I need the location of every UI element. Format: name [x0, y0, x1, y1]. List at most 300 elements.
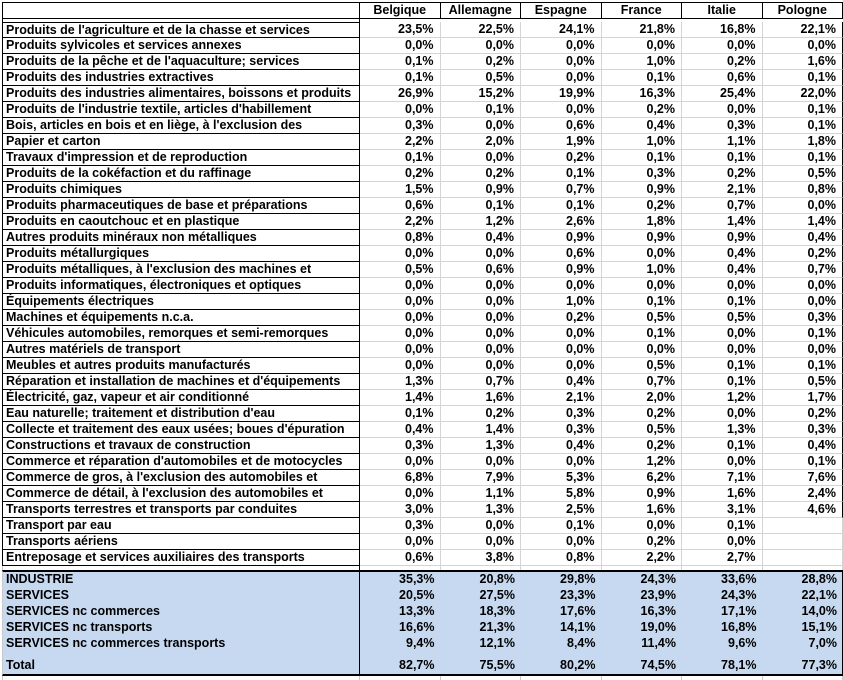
value-cell-italie[interactable]: 0,0% — [682, 38, 763, 54]
summary-value-cell-italie[interactable]: 24,3% — [721, 588, 757, 602]
total-value-cell-allemagne[interactable]: 75,5% — [479, 658, 515, 672]
table-row — [2, 486, 843, 502]
value-cell-espagne[interactable]: 0,0% — [521, 534, 602, 550]
value-cell-belgique[interactable]: 0,0% — [360, 246, 441, 262]
value-cell-italie[interactable]: 0,4% — [682, 246, 763, 262]
value-cell-france[interactable]: 0,2% — [602, 406, 683, 422]
row-label-cell[interactable]: Produits sylvicoles et services annexes — [2, 38, 360, 54]
value-cell-france[interactable]: 0,0% — [602, 38, 683, 54]
value-cell-belgique[interactable]: 0,0% — [360, 486, 441, 502]
value-cell-belgique[interactable]: 0,3% — [360, 518, 441, 534]
value-cell-pologne[interactable]: 22,0% — [763, 86, 843, 102]
value-cell-pologne[interactable]: 1,4% — [763, 214, 843, 230]
value-cell-belgique[interactable]: 0,1% — [360, 70, 441, 86]
summary-value-cell-allemagne[interactable]: 21,3% — [479, 620, 515, 634]
value-cell-pologne[interactable]: 0,0% — [763, 342, 843, 358]
value-cell-france[interactable]: 0,9% — [602, 486, 683, 502]
value-cell-espagne[interactable]: 19,9% — [521, 86, 602, 102]
value-cell-italie[interactable]: 0,0% — [682, 342, 763, 358]
value-cell-italie[interactable]: 0,1% — [682, 438, 763, 454]
summary-row — [3, 620, 842, 636]
value-cell-espagne[interactable]: 0,6% — [521, 118, 602, 134]
value-cell-italie[interactable]: 25,4% — [682, 86, 763, 102]
summary-value-cell-espagne[interactable]: 8,4% — [567, 636, 596, 650]
value-cell-pologne[interactable]: 22,1% — [763, 22, 843, 38]
value-cell-italie[interactable]: 16,8% — [682, 22, 763, 38]
value-cell-espagne[interactable]: 2,5% — [521, 502, 602, 518]
summary-value-cell-pologne[interactable]: 7,0% — [808, 636, 837, 650]
total-label-cell[interactable]: Total — [3, 658, 360, 674]
value-cell-pologne[interactable]: 0,3% — [763, 310, 843, 326]
row-label-cell[interactable]: Électricité, gaz, vapeur et air conditionné — [2, 390, 360, 406]
value-cell-allemagne[interactable]: 0,6% — [441, 262, 522, 278]
row-label-cell[interactable]: Meubles et autres produits manufacturés — [2, 358, 360, 374]
row-label-cell[interactable]: Produits des industries extractives — [2, 70, 360, 86]
summary-value-cell-belgique[interactable]: 13,3% — [399, 604, 435, 618]
value-cell-belgique[interactable]: 0,1% — [360, 406, 441, 422]
value-cell-italie[interactable]: 0,2% — [682, 54, 763, 70]
value-cell-allemagne[interactable]: 0,0% — [441, 358, 522, 374]
value-cell-pologne[interactable]: 0,1% — [763, 70, 843, 86]
value-cell-espagne[interactable]: 0,0% — [521, 342, 602, 358]
summary-label-cell[interactable]: INDUSTRIE — [3, 572, 360, 588]
value-cell-pologne[interactable] — [763, 518, 843, 534]
value-cell-espagne[interactable]: 0,0% — [521, 326, 602, 342]
corner-cell[interactable] — [2, 2, 360, 19]
value-cell-italie[interactable]: 2,1% — [682, 182, 763, 198]
value-cell-pologne[interactable]: 1,7% — [763, 390, 843, 406]
row-label-cell[interactable]: Produits métalliques, à l'exclusion des machines et — [2, 262, 360, 278]
value-cell-pologne[interactable] — [763, 550, 843, 566]
value-cell-france[interactable]: 2,0% — [602, 390, 683, 406]
summary-value-cell-espagne[interactable]: 23,3% — [560, 588, 596, 602]
value-cell-italie[interactable]: 0,0% — [682, 534, 763, 550]
table-row — [2, 518, 843, 534]
total-value-cell-belgique[interactable]: 82,7% — [399, 658, 435, 672]
row-label-cell[interactable]: Bois, articles en bois et en liège, à l'exclusion des — [2, 118, 360, 134]
table-row — [2, 230, 843, 246]
summary-label-cell[interactable]: SERVICES nc commerces transports — [3, 636, 360, 652]
value-cell-france[interactable]: 1,0% — [602, 134, 683, 150]
summary-value-cell-belgique[interactable]: 9,4% — [406, 636, 435, 650]
row-label-cell[interactable]: Produits de la cokéfaction et du raffinage — [2, 166, 360, 182]
value-cell-italie[interactable]: 1,6% — [682, 486, 763, 502]
total-value-cell-italie[interactable]: 78,1% — [721, 658, 757, 672]
value-cell-pologne[interactable]: 0,0% — [763, 294, 843, 310]
country-header-cell[interactable]: Espagne — [521, 2, 602, 19]
value-cell-france[interactable]: 0,0% — [602, 518, 683, 534]
row-label-cell[interactable]: Autres matériels de transport — [2, 342, 360, 358]
row-label-cell[interactable]: Produits des industries alimentaires, boissons et produits — [2, 86, 360, 102]
value-cell-allemagne[interactable]: 0,0% — [441, 118, 522, 134]
value-cell-pologne[interactable]: 0,4% — [763, 230, 843, 246]
value-cell-allemagne[interactable]: 7,9% — [441, 470, 522, 486]
value-cell-pologne[interactable]: 0,1% — [763, 326, 843, 342]
value-cell-espagne[interactable]: 2,1% — [521, 390, 602, 406]
summary-value-cell-allemagne[interactable]: 18,3% — [479, 604, 515, 618]
table-row — [2, 22, 843, 38]
table-row — [2, 294, 843, 310]
summary-value-cell-france[interactable]: 11,4% — [641, 636, 676, 650]
value-cell-france[interactable]: 0,0% — [602, 246, 683, 262]
value-cell-espagne[interactable]: 0,3% — [521, 422, 602, 438]
summary-value-cell-belgique[interactable]: 16,6% — [399, 620, 435, 634]
value-cell-belgique[interactable]: 0,3% — [360, 118, 441, 134]
country-header-cell[interactable]: Italie — [682, 2, 763, 19]
value-cell-france[interactable]: 0,7% — [602, 374, 683, 390]
value-cell-belgique[interactable]: 0,3% — [360, 438, 441, 454]
value-cell-italie[interactable]: 0,1% — [682, 374, 763, 390]
value-cell-belgique[interactable]: 6,8% — [360, 470, 441, 486]
value-cell-belgique[interactable]: 0,0% — [360, 38, 441, 54]
value-cell-france[interactable]: 0,9% — [602, 230, 683, 246]
value-cell-france[interactable]: 0,0% — [602, 342, 683, 358]
row-label-cell[interactable]: Constructions et travaux de construction — [2, 438, 360, 454]
value-cell-espagne[interactable]: 0,0% — [521, 70, 602, 86]
row-label-cell[interactable]: Produits pharmaceutiques de base et préparations — [2, 198, 360, 214]
value-cell-belgique[interactable]: 26,9% — [360, 86, 441, 102]
summary-value-cell-pologne[interactable]: 15,1% — [801, 620, 837, 634]
country-header-cell[interactable]: Allemagne — [441, 2, 522, 19]
total-value-cell-espagne[interactable]: 80,2% — [560, 658, 596, 672]
value-cell-espagne[interactable]: 24,1% — [521, 22, 602, 38]
summary-value-cell-belgique[interactable]: 35,3% — [399, 572, 435, 586]
row-label-cell[interactable]: Réparation et installation de machines et d'équipements — [2, 374, 360, 390]
value-cell-italie[interactable]: 0,2% — [682, 166, 763, 182]
value-cell-italie[interactable]: 1,3% — [682, 422, 763, 438]
value-cell-espagne[interactable]: 0,4% — [521, 438, 602, 454]
value-cell-pologne[interactable]: 0,8% — [763, 182, 843, 198]
table-row — [2, 182, 843, 198]
value-cell-belgique[interactable]: 1,3% — [360, 374, 441, 390]
summary-value-cell-france[interactable]: 24,3% — [640, 572, 676, 586]
value-cell-pologne[interactable]: 2,4% — [763, 486, 843, 502]
row-label-cell[interactable]: Autres produits minéraux non métalliques — [2, 230, 360, 246]
value-cell-espagne[interactable]: 2,6% — [521, 214, 602, 230]
value-cell-allemagne[interactable]: 3,8% — [441, 550, 522, 566]
value-cell-espagne[interactable]: 0,6% — [521, 246, 602, 262]
country-header-cell[interactable]: Belgique — [360, 2, 441, 19]
value-cell-italie[interactable]: 2,7% — [682, 550, 763, 566]
row-label-cell[interactable]: Commerce et réparation d'automobiles et de motocycles — [2, 454, 360, 470]
value-cell-france[interactable]: 0,2% — [602, 534, 683, 550]
total-value-cell-pologne[interactable]: 77,3% — [801, 658, 837, 672]
value-cell-italie[interactable]: 0,1% — [682, 150, 763, 166]
value-cell-espagne[interactable]: 0,2% — [521, 310, 602, 326]
value-cell-allemagne[interactable]: 0,2% — [441, 406, 522, 422]
value-cell-belgique[interactable]: 0,2% — [360, 166, 441, 182]
value-cell-pologne[interactable]: 0,1% — [763, 358, 843, 374]
value-cell-france[interactable]: 0,4% — [602, 118, 683, 134]
value-cell-espagne[interactable]: 0,0% — [521, 102, 602, 118]
value-cell-belgique[interactable]: 0,0% — [360, 102, 441, 118]
value-cell-france[interactable]: 0,0% — [602, 278, 683, 294]
value-cell-espagne[interactable]: 0,9% — [521, 230, 602, 246]
value-cell-espagne[interactable]: 0,4% — [521, 374, 602, 390]
value-cell-france[interactable]: 0,9% — [602, 182, 683, 198]
value-cell-italie[interactable]: 3,1% — [682, 502, 763, 518]
value-cell-italie[interactable]: 1,4% — [682, 214, 763, 230]
value-cell-italie[interactable]: 0,0% — [682, 102, 763, 118]
data-rows — [2, 22, 843, 566]
value-cell-espagne[interactable]: 0,9% — [521, 262, 602, 278]
summary-value-cell-italie[interactable]: 33,6% — [721, 572, 757, 586]
summary-value-cell-espagne[interactable]: 29,8% — [560, 572, 596, 586]
summary-value-cell-espagne[interactable]: 14,1% — [560, 620, 596, 634]
summary-value-cell-france[interactable]: 16,3% — [640, 604, 676, 618]
row-label-cell[interactable]: Commerce de détail, à l'exclusion des automobiles et — [2, 486, 360, 502]
value-cell-france[interactable]: 0,1% — [602, 150, 683, 166]
value-cell-espagne[interactable]: 0,1% — [521, 166, 602, 182]
summary-label-cell[interactable]: SERVICES — [3, 588, 360, 604]
row-label-cell[interactable]: Papier et carton — [2, 134, 360, 150]
value-cell-italie[interactable]: 0,0% — [682, 406, 763, 422]
value-cell-belgique[interactable]: 0,0% — [360, 326, 441, 342]
value-cell-allemagne[interactable]: 0,0% — [441, 294, 522, 310]
value-cell-espagne[interactable]: 0,0% — [521, 38, 602, 54]
value-cell-france[interactable]: 0,2% — [602, 198, 683, 214]
value-cell-belgique[interactable]: 0,6% — [360, 550, 441, 566]
value-cell-france[interactable]: 1,0% — [602, 262, 683, 278]
value-cell-pologne[interactable]: 0,1% — [763, 102, 843, 118]
value-cell-pologne[interactable]: 0,0% — [763, 38, 843, 54]
value-cell-france[interactable]: 0,2% — [602, 102, 683, 118]
row-label-cell[interactable]: Eau naturelle; traitement et distribution d'eau — [2, 406, 360, 422]
value-cell-italie[interactable]: 0,0% — [682, 278, 763, 294]
value-cell-france[interactable]: 0,3% — [602, 166, 683, 182]
summary-value-cell-pologne[interactable]: 14,0% — [801, 604, 837, 618]
value-cell-belgique[interactable]: 0,1% — [360, 150, 441, 166]
value-cell-allemagne[interactable]: 0,0% — [441, 38, 522, 54]
table-row — [2, 406, 843, 422]
value-cell-allemagne[interactable]: 0,0% — [441, 342, 522, 358]
value-cell-france[interactable]: 1,2% — [602, 454, 683, 470]
summary-value-cell-italie[interactable]: 9,6% — [728, 636, 757, 650]
value-cell-france[interactable]: 21,8% — [602, 22, 683, 38]
row-label-cell[interactable]: Transports terrestres et transports par conduites — [2, 502, 360, 518]
value-cell-pologne[interactable]: 0,4% — [763, 438, 843, 454]
table-row — [2, 310, 843, 326]
summary-value-cell-espagne[interactable]: 17,6% — [560, 604, 596, 618]
value-cell-allemagne[interactable]: 0,0% — [441, 278, 522, 294]
value-cell-france[interactable]: 1,8% — [602, 214, 683, 230]
value-cell-allemagne[interactable]: 2,0% — [441, 134, 522, 150]
row-label-cell[interactable]: Transport par eau — [2, 518, 360, 534]
value-cell-allemagne[interactable]: 0,4% — [441, 230, 522, 246]
value-cell-belgique[interactable]: 0,5% — [360, 262, 441, 278]
value-cell-belgique[interactable]: 0,8% — [360, 230, 441, 246]
value-cell-belgique[interactable]: 0,0% — [360, 454, 441, 470]
value-cell-espagne[interactable]: 0,0% — [521, 278, 602, 294]
value-cell-pologne[interactable]: 1,8% — [763, 134, 843, 150]
summary-value-cell-italie[interactable]: 17,1% — [721, 604, 757, 618]
value-cell-belgique[interactable]: 0,0% — [360, 342, 441, 358]
value-cell-allemagne[interactable]: 0,1% — [441, 102, 522, 118]
row-label-cell[interactable]: Produits de l'industrie textile, articles d'habillement — [2, 102, 360, 118]
value-cell-allemagne[interactable]: 0,0% — [441, 150, 522, 166]
row-label-cell[interactable]: Véhicules automobiles, remorques et semi-remorques — [2, 326, 360, 342]
value-cell-allemagne[interactable]: 0,2% — [441, 166, 522, 182]
value-cell-france[interactable]: 6,2% — [602, 470, 683, 486]
row-label-cell[interactable]: Produits de l'agriculture et de la chasse et services — [2, 22, 360, 38]
value-cell-espagne[interactable]: 0,0% — [521, 454, 602, 470]
value-cell-allemagne[interactable]: 0,0% — [441, 310, 522, 326]
summary-value-cell-belgique[interactable]: 20,5% — [399, 588, 435, 602]
summary-value-cell-allemagne[interactable]: 27,5% — [479, 588, 515, 602]
value-cell-allemagne[interactable]: 0,0% — [441, 454, 522, 470]
value-cell-pologne[interactable]: 0,0% — [763, 278, 843, 294]
value-cell-belgique[interactable]: 0,0% — [360, 358, 441, 374]
value-cell-espagne[interactable]: 0,2% — [521, 150, 602, 166]
value-cell-france[interactable]: 0,1% — [602, 70, 683, 86]
value-cell-france[interactable]: 0,5% — [602, 358, 683, 374]
value-cell-allemagne[interactable]: 0,0% — [441, 534, 522, 550]
value-cell-allemagne[interactable]: 1,3% — [441, 502, 522, 518]
value-cell-pologne[interactable]: 4,6% — [763, 502, 843, 518]
summary-value-cell-pologne[interactable]: 28,8% — [801, 572, 837, 586]
value-cell-italie[interactable]: 1,1% — [682, 134, 763, 150]
value-cell-belgique[interactable]: 0,6% — [360, 198, 441, 214]
value-cell-france[interactable]: 0,5% — [602, 422, 683, 438]
value-cell-espagne[interactable]: 0,7% — [521, 182, 602, 198]
value-cell-allemagne[interactable]: 0,0% — [441, 326, 522, 342]
value-cell-pologne[interactable]: 0,5% — [763, 166, 843, 182]
row-label-cell[interactable]: Produits informatiques, électroniques et optiques — [2, 278, 360, 294]
summary-value-cell-allemagne[interactable]: 20,8% — [479, 572, 515, 586]
value-cell-allemagne[interactable]: 1,6% — [441, 390, 522, 406]
country-header-cell[interactable]: France — [602, 2, 683, 19]
summary-value-cell-pologne[interactable]: 22,1% — [801, 588, 837, 602]
row-label-cell[interactable]: Produits chimiques — [2, 182, 360, 198]
value-cell-france[interactable]: 2,2% — [602, 550, 683, 566]
value-cell-pologne[interactable]: 0,2% — [763, 406, 843, 422]
value-cell-espagne[interactable]: 1,0% — [521, 294, 602, 310]
value-cell-belgique[interactable]: 0,0% — [360, 294, 441, 310]
value-cell-allemagne[interactable]: 0,0% — [441, 518, 522, 534]
value-cell-belgique[interactable]: 0,4% — [360, 422, 441, 438]
value-cell-belgique[interactable]: 1,4% — [360, 390, 441, 406]
value-cell-belgique[interactable]: 3,0% — [360, 502, 441, 518]
value-cell-france[interactable]: 0,5% — [602, 310, 683, 326]
summary-label-cell[interactable]: SERVICES nc commerces — [3, 604, 360, 620]
value-cell-italie[interactable]: 1,2% — [682, 390, 763, 406]
value-cell-allemagne[interactable]: 0,5% — [441, 70, 522, 86]
value-cell-pologne[interactable]: 0,0% — [763, 198, 843, 214]
row-label-cell[interactable]: Produits en caoutchouc et en plastique — [2, 214, 360, 230]
value-cell-belgique[interactable]: 0,0% — [360, 534, 441, 550]
value-cell-espagne[interactable]: 1,9% — [521, 134, 602, 150]
value-cell-france[interactable]: 1,6% — [602, 502, 683, 518]
value-cell-belgique[interactable]: 2,2% — [360, 214, 441, 230]
value-cell-italie[interactable]: 0,3% — [682, 118, 763, 134]
value-cell-france[interactable]: 0,1% — [602, 326, 683, 342]
value-cell-italie[interactable]: 0,6% — [682, 70, 763, 86]
value-cell-belgique[interactable]: 23,5% — [360, 22, 441, 38]
value-cell-italie[interactable]: 0,5% — [682, 310, 763, 326]
summary-label-cell[interactable]: SERVICES nc transports — [3, 620, 360, 636]
value-cell-italie[interactable]: 0,1% — [682, 358, 763, 374]
value-cell-pologne[interactable]: 1,6% — [763, 54, 843, 70]
row-label-cell[interactable]: Entreposage et services auxiliaires des transports — [2, 550, 360, 566]
value-cell-belgique[interactable]: 0,0% — [360, 278, 441, 294]
value-cell-allemagne[interactable]: 1,1% — [441, 486, 522, 502]
row-label-cell[interactable]: Travaux d'impression et de reproduction — [2, 150, 360, 166]
value-cell-italie[interactable]: 0,0% — [682, 454, 763, 470]
value-cell-pologne[interactable]: 0,1% — [763, 118, 843, 134]
summary-value-cell-france[interactable]: 23,9% — [640, 588, 676, 602]
row-label-cell[interactable]: Produits de la pêche et de l'aquaculture; services — [2, 54, 360, 70]
row-label-cell[interactable]: Machines et équipements n.c.a. — [2, 310, 360, 326]
summary-value-cell-allemagne[interactable]: 12,1% — [479, 636, 515, 650]
value-cell-italie[interactable]: 0,1% — [682, 518, 763, 534]
value-cell-pologne[interactable] — [763, 534, 843, 550]
row-label-cell[interactable]: Transports aériens — [2, 534, 360, 550]
value-cell-espagne[interactable]: 0,8% — [521, 550, 602, 566]
value-cell-pologne[interactable]: 0,7% — [763, 262, 843, 278]
value-cell-allemagne[interactable]: 0,0% — [441, 246, 522, 262]
summary-value-cell-italie[interactable]: 16,8% — [721, 620, 757, 634]
value-cell-italie[interactable]: 7,1% — [682, 470, 763, 486]
row-label-cell[interactable]: Équipements électriques — [2, 294, 360, 310]
summary-value-cell-france[interactable]: 19,0% — [640, 620, 676, 634]
value-cell-allemagne[interactable]: 0,2% — [441, 54, 522, 70]
value-cell-espagne[interactable]: 0,0% — [521, 54, 602, 70]
value-cell-allemagne[interactable]: 15,2% — [441, 86, 522, 102]
value-cell-pologne[interactable]: 0,1% — [763, 150, 843, 166]
value-cell-italie[interactable]: 0,9% — [682, 230, 763, 246]
country-header-cell[interactable]: Pologne — [763, 2, 843, 19]
total-value-cell-france[interactable]: 74,5% — [640, 658, 676, 672]
value-cell-allemagne[interactable]: 0,1% — [441, 198, 522, 214]
value-cell-allemagne[interactable]: 22,5% — [441, 22, 522, 38]
table-row — [2, 38, 843, 54]
row-label-cell[interactable]: Commerce de gros, à l'exclusion des automobiles et — [2, 470, 360, 486]
value-cell-belgique[interactable]: 1,5% — [360, 182, 441, 198]
summary-row — [3, 572, 842, 588]
value-cell-allemagne[interactable]: 1,4% — [441, 422, 522, 438]
value-cell-allemagne[interactable]: 1,2% — [441, 214, 522, 230]
value-cell-france[interactable]: 16,3% — [602, 86, 683, 102]
value-cell-italie[interactable]: 0,4% — [682, 262, 763, 278]
value-cell-allemagne[interactable]: 0,9% — [441, 182, 522, 198]
value-cell-espagne[interactable]: 0,0% — [521, 358, 602, 374]
value-cell-belgique[interactable]: 0,1% — [360, 54, 441, 70]
table-row — [2, 550, 843, 566]
value-cell-pologne[interactable]: 0,5% — [763, 374, 843, 390]
value-cell-allemagne[interactable]: 0,7% — [441, 374, 522, 390]
value-cell-pologne[interactable]: 0,3% — [763, 422, 843, 438]
row-label-cell[interactable]: Collecte et traitement des eaux usées; boues d'épuration — [2, 422, 360, 438]
value-cell-france[interactable]: 0,2% — [602, 438, 683, 454]
value-cell-pologne[interactable]: 7,6% — [763, 470, 843, 486]
value-cell-espagne[interactable]: 5,8% — [521, 486, 602, 502]
value-cell-espagne[interactable]: 5,3% — [521, 470, 602, 486]
value-cell-italie[interactable]: 0,7% — [682, 198, 763, 214]
value-cell-allemagne[interactable]: 1,3% — [441, 438, 522, 454]
value-cell-pologne[interactable]: 0,1% — [763, 454, 843, 470]
value-cell-italie[interactable]: 0,0% — [682, 326, 763, 342]
value-cell-espagne[interactable]: 0,1% — [521, 518, 602, 534]
value-cell-espagne[interactable]: 0,1% — [521, 198, 602, 214]
row-label-cell[interactable]: Produits métallurgiques — [2, 246, 360, 262]
value-cell-france[interactable]: 1,0% — [602, 54, 683, 70]
value-cell-pologne[interactable]: 0,2% — [763, 246, 843, 262]
value-cell-belgique[interactable]: 2,2% — [360, 134, 441, 150]
value-cell-italie[interactable]: 0,1% — [682, 294, 763, 310]
value-cell-belgique[interactable]: 0,0% — [360, 310, 441, 326]
value-cell-france[interactable]: 0,1% — [602, 294, 683, 310]
value-cell-espagne[interactable]: 0,3% — [521, 406, 602, 422]
